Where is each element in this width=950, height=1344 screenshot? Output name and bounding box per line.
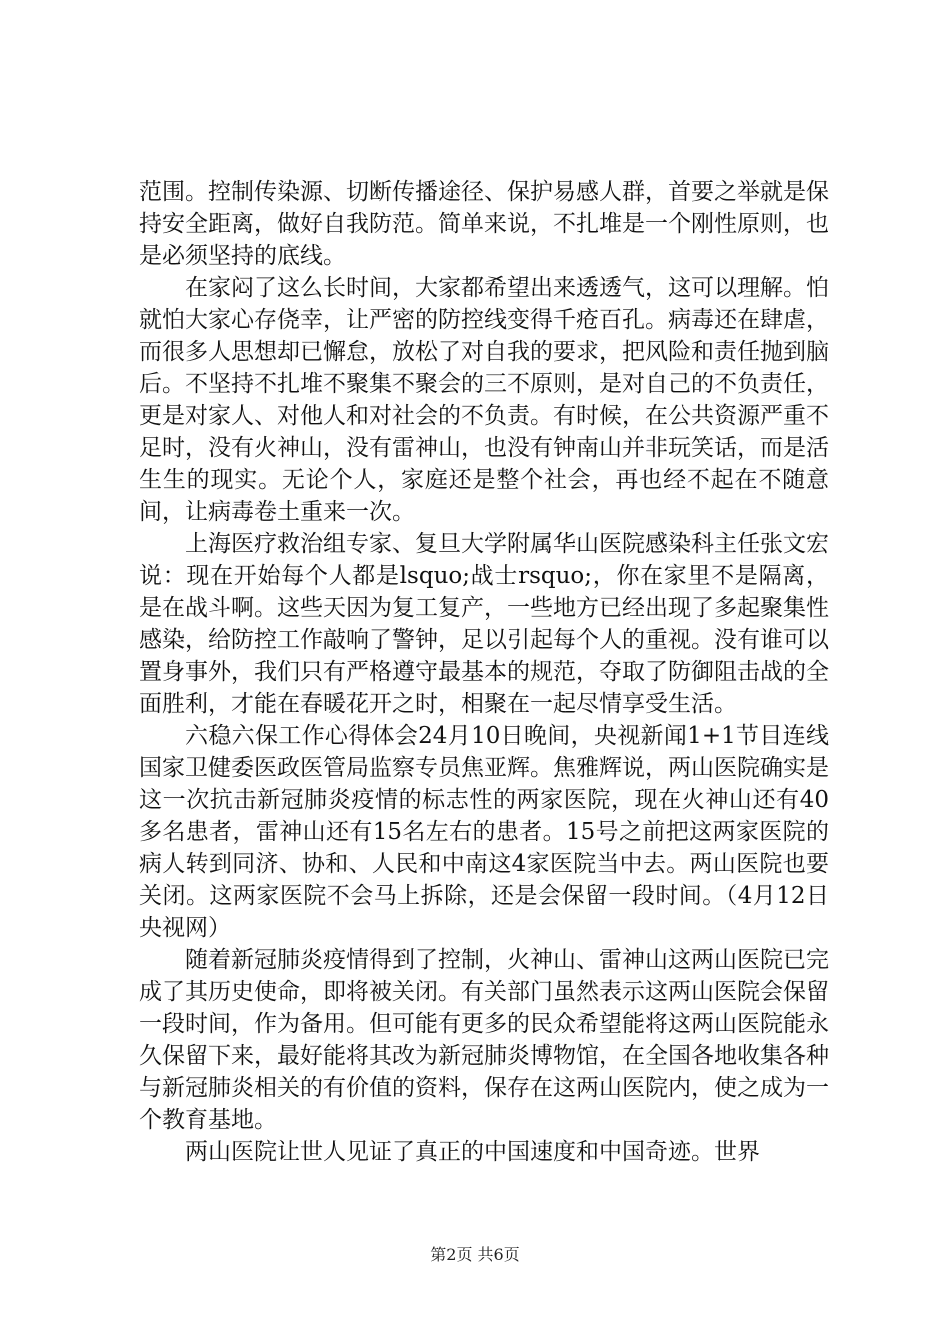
paragraph-1: 范围。控制传染源、切断传播途径、保护易感人群，首要之举就是保持安全距离，做好自我防范。简单来说，不扎堆是一个刚性原则，也是必须坚持的底线。 (139, 179, 829, 269)
paragraph-6: 两山医院让世人见证了真正的中国速度和中国奇迹。世界 (185, 1139, 760, 1165)
document-body (139, 176, 829, 1168)
paragraph-5: 随着新冠肺炎疫情得到了控制，火神山、雷神山这两山医院已完成了其历史使命，即将被关闭。有关部门虽然表示这两山医院会保留一段时间，作为备用。但可能有更多的民众希望能将这两山医院能永久保留下来，最好能将其改为新冠肺炎博物馆，在全国各地收集各种与新冠肺炎相关的有价值的资料，保存在这两山医院内，使之成为一个教育基地。 (139, 947, 829, 1133)
page-footer: 第2页 共6页 (430, 1245, 520, 1264)
paragraph-4: 六稳六保工作心得体会24月10日晚间，央视新闻1+1节目连线国家卫健委医政医管局监察专员焦亚辉。焦雅辉说，两山医院确实是这一次抗击新冠肺炎疫情的标志性的两家医院，现在火神山还有40多名患者，雷神山还有15名左右的患者。15号之前把这两家医院的病人转到同济、协和、人民和中南这4家医院当中去。两山医院也要关闭。这两家医院不会马上拆除，还是会保留一段时间。（4月12日央视网） (139, 723, 829, 941)
paragraph-3: 上海医疗救治组专家、复旦大学附属华山医院感染科主任张文宏说：现在开始每个人都是lsquo;战士rsquo;，你在家里不是隔离，是在战斗啊。这些天因为复工复产，一些地方已经出现了多起聚集性感染，给防控工作敲响了警钟，足以引起每个人的重视。没有谁可以置身事外，我们只有严格遵守最基本的规范，夺取了防御阻击战的全面胜利，才能在春暖花开之时，相聚在一起尽情享受生活。 (139, 531, 829, 717)
paragraph-2: 在家闷了这么长时间，大家都希望出来透透气，这可以理解。怕就怕大家心存侥幸，让严密的防控线变得千疮百孔。病毒还在肆虐，而很多人思想却已懈怠，放松了对自我的要求，把风险和责任抛到脑后。不坚持不扎堆不聚集不聚会的三不原则，是对自己的不负责任，更是对家人、对他人和对社会的不负责。有时候，在公共资源严重不足时，没有火神山，没有雷神山，也没有钟南山并非玩笑话，而是活生生的现实。无论个人，家庭还是整个社会，再也经不起在不随意间，让病毒卷土重来一次。 (139, 275, 829, 525)
